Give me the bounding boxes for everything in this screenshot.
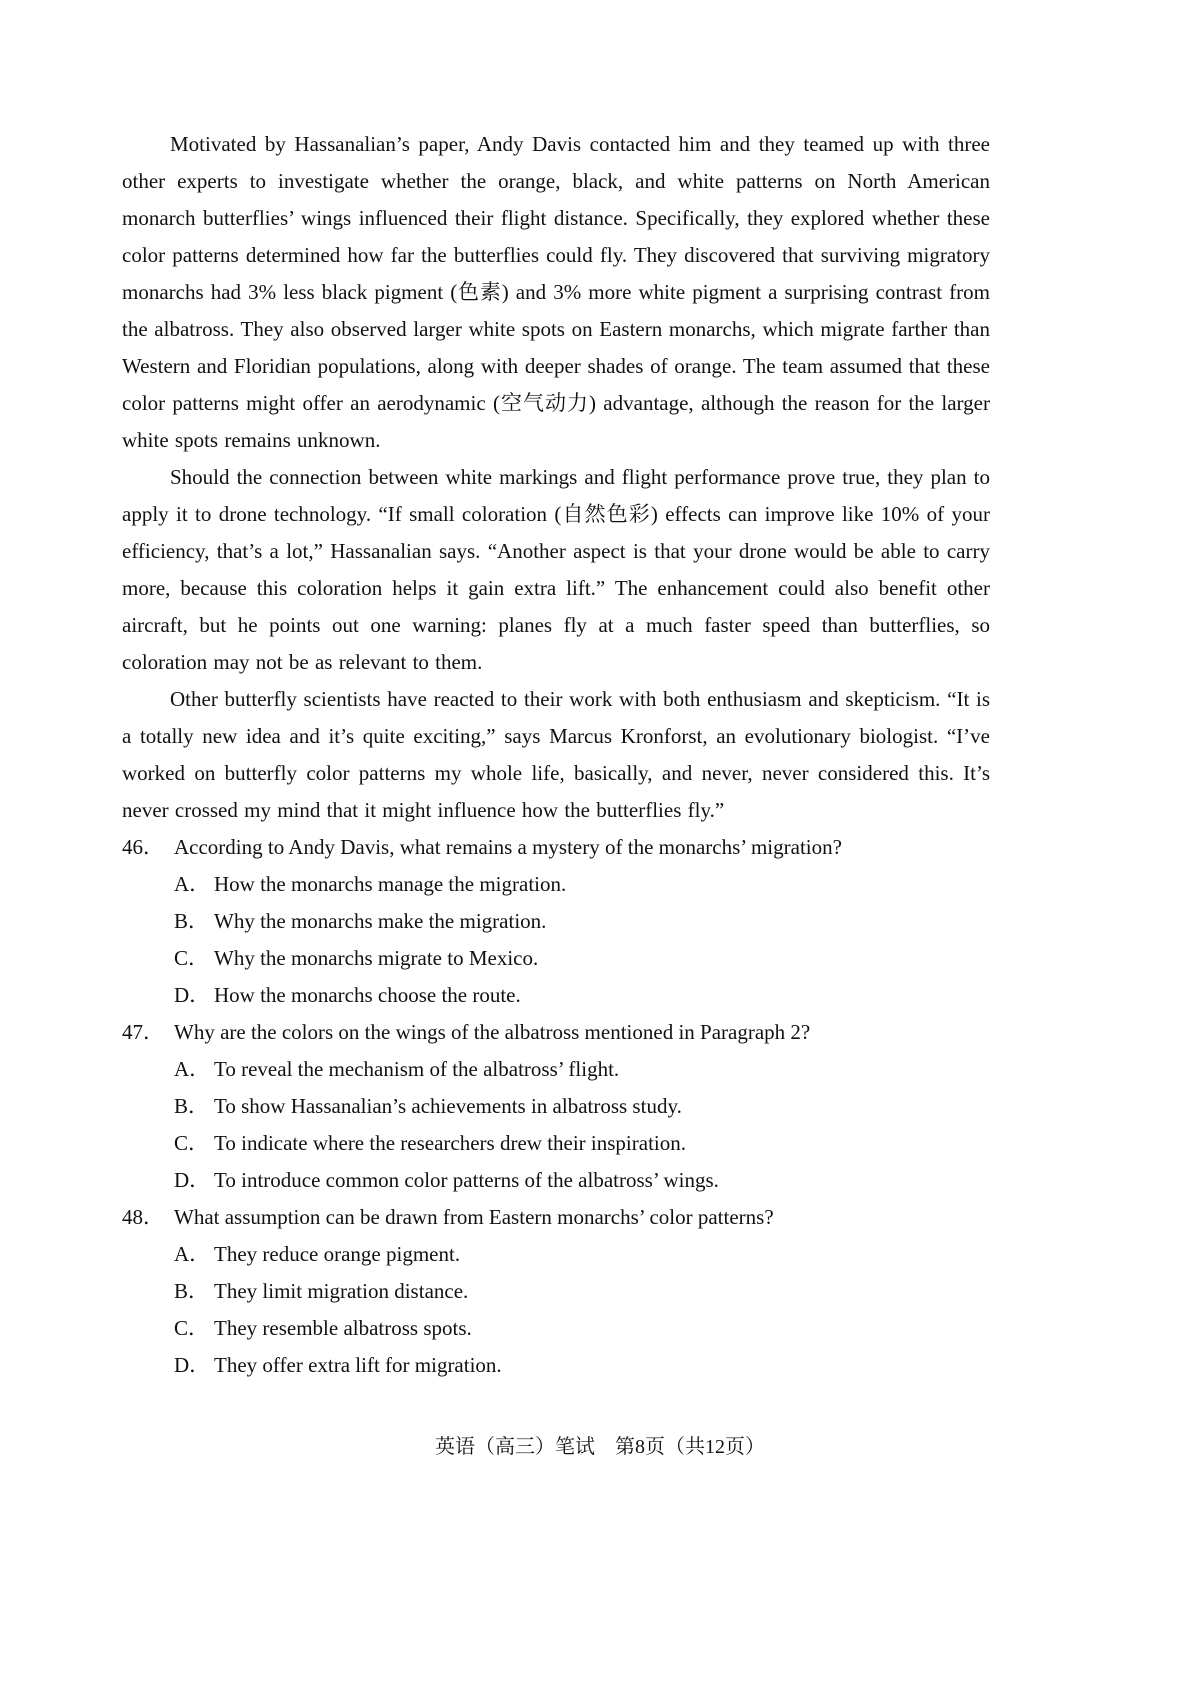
option-label: C．: [174, 1131, 210, 1155]
question-46-option-a: [174, 866, 990, 903]
passage-paragraph-3: Other butterfly scientists have reacted to their work with both enthusiasm and skepticism. “It is a totally new idea and it’s quite exciting,” says Marcus Kronforst, an evolutionary biologist. “I’ve worked on butterfly color patterns my whole life, basically, and never, never considered this. It’s never crossed my mind that it might influence how the butterflies fly.”: [122, 687, 990, 822]
option-text: Why the monarchs migrate to Mexico.: [214, 946, 539, 970]
option-label: B．: [174, 1094, 210, 1118]
option-text: They limit migration distance.: [214, 1279, 469, 1303]
question-47-option-d: [174, 1162, 990, 1199]
option-text: They offer extra lift for migration.: [214, 1353, 502, 1377]
option-text: To show Hassanalian’s achievements in albatross study.: [214, 1094, 682, 1118]
question-46-text: According to Andy Davis, what remains a mystery of the monarchs’ migration?: [174, 835, 842, 859]
passage-paragraph-1: Motivated by Hassanalian’s paper, Andy Davis contacted him and they teamed up with three other experts to investigate whether the orange, black, and white patterns on North American monarch butterflies’ wings influenced their flight distance. Specifically, they explored whether these color patterns determined how far the butterflies could fly. They discovered that surviving migratory monarchs had 3% less black pigment (色素) and 3% more white pigment a surprising contrast from the albatross. They also observed larger white spots on Eastern monarchs, which migrate farther than Western and Floridian populations, along with deeper shades of orange. The team assumed that these color patterns might offer an aerodynamic (空气动力) advantage, although the reason for the larger white spots remains unknown.: [122, 132, 990, 452]
option-label: C．: [174, 1316, 210, 1340]
question-47-option-b: [174, 1088, 990, 1125]
option-text: How the monarchs manage the migration.: [214, 872, 567, 896]
option-text: They reduce orange pigment.: [214, 1242, 461, 1266]
question-47-option-c: [174, 1125, 990, 1162]
question-48-stem: [122, 1199, 990, 1236]
question-46: [122, 829, 990, 1014]
page-content: [122, 126, 990, 1384]
option-text: To indicate where the researchers drew their inspiration.: [214, 1131, 686, 1155]
question-47-text: Why are the colors on the wings of the albatross mentioned in Paragraph 2?: [174, 1020, 811, 1044]
question-47: [122, 1014, 990, 1199]
option-label: A．: [174, 1242, 211, 1266]
option-label: B．: [174, 1279, 210, 1303]
passage-paragraph-2: Should the connection between white markings and flight performance prove true, they plan to apply it to drone technology. “If small coloration (自然色彩) effects can improve like 10% of your efficiency, that’s a lot,” Hassanalian says. “Another aspect is that your drone would be able to carry more, because this coloration helps it gain extra lift.” The enhancement could also benefit other aircraft, but he points out one warning: planes fly at a much faster speed than butterflies, so coloration may not be as relevant to them.: [122, 465, 990, 674]
question-48-option-b: [174, 1273, 990, 1310]
page-footer: 英语（高三）笔试 第8页（共12页）: [435, 1436, 765, 1458]
question-46-option-b: [174, 903, 990, 940]
option-text: Why the monarchs make the migration.: [214, 909, 547, 933]
option-label: A．: [174, 1057, 211, 1081]
option-label: C．: [174, 946, 210, 970]
question-46-option-c: [174, 940, 990, 977]
option-text: To introduce common color patterns of the albatross’ wings.: [214, 1168, 719, 1192]
question-48-option-c: [174, 1310, 990, 1347]
question-47-number: 47．: [122, 1020, 164, 1044]
question-48: [122, 1199, 990, 1384]
option-text: They resemble albatross spots.: [214, 1316, 472, 1340]
option-label: A．: [174, 872, 211, 896]
option-label: B．: [174, 909, 210, 933]
option-text: To reveal the mechanism of the albatross’ flight.: [214, 1057, 620, 1081]
option-label: D．: [174, 1353, 211, 1377]
question-48-text: What assumption can be drawn from Eastern monarchs’ color patterns?: [174, 1205, 774, 1229]
question-47-option-a: [174, 1051, 990, 1088]
question-48-option-d: [174, 1347, 990, 1384]
option-label: D．: [174, 983, 211, 1007]
question-46-option-d: [174, 977, 990, 1014]
option-text: How the monarchs choose the route.: [214, 983, 521, 1007]
question-46-number: 46．: [122, 835, 164, 859]
question-47-stem: [122, 1014, 990, 1051]
option-label: D．: [174, 1168, 211, 1192]
question-46-stem: [122, 829, 990, 866]
question-48-number: 48．: [122, 1205, 164, 1229]
question-48-option-a: [174, 1236, 990, 1273]
